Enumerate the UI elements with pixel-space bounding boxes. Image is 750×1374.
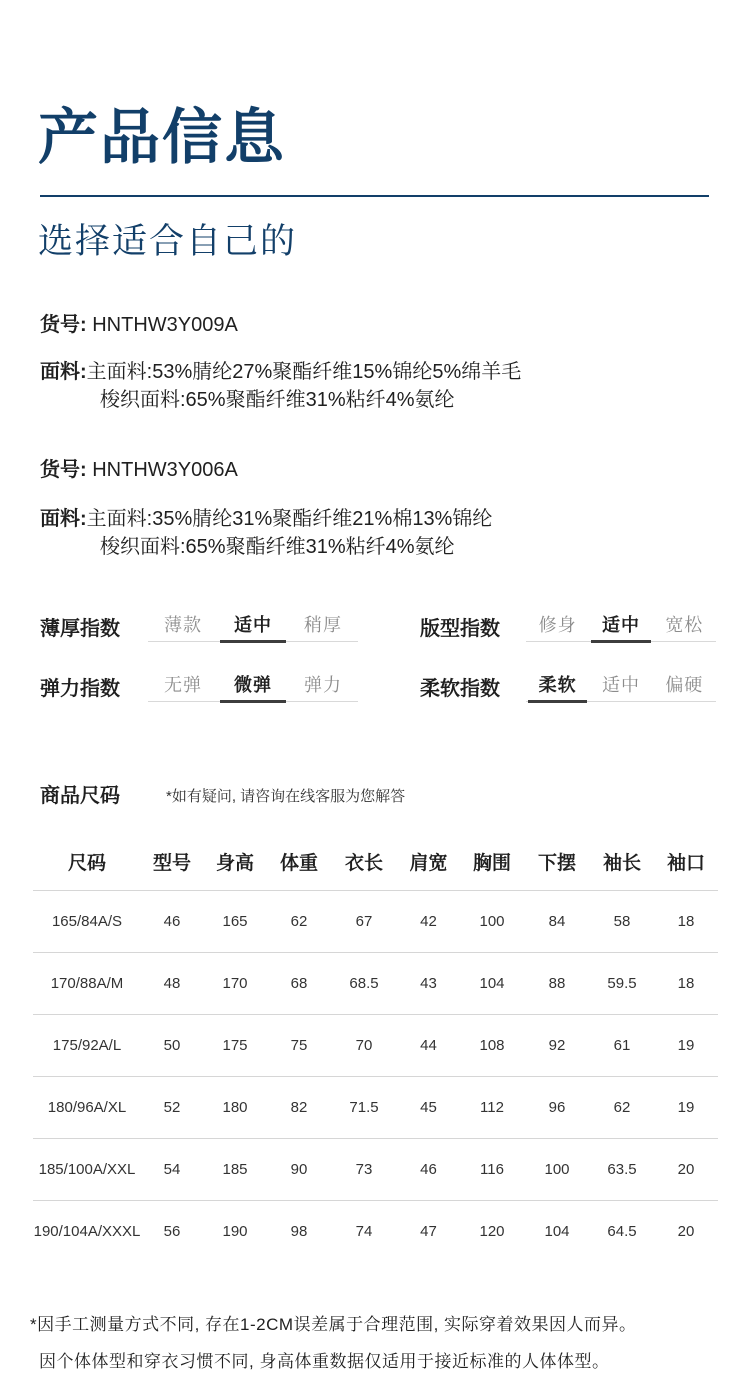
table-cell: 170 xyxy=(203,953,267,1015)
index-option-selected[interactable]: 适中 xyxy=(589,611,652,641)
size-table xyxy=(33,832,718,1262)
title-divider xyxy=(40,195,709,197)
table-cell: 180 xyxy=(203,1077,267,1139)
table-cell: 62 xyxy=(590,1077,654,1139)
index-option[interactable]: 无弹 xyxy=(164,675,202,695)
index-option[interactable]: 适中 xyxy=(601,675,640,695)
index-option-selected[interactable]: 微弹 xyxy=(218,671,288,701)
index-option[interactable]: 修身 xyxy=(538,615,577,635)
table-cell: 47 xyxy=(420,1223,437,1240)
table-cell: 50 xyxy=(141,1015,203,1077)
table-cell: 19 xyxy=(654,1077,718,1139)
index-option-selected[interactable]: 适中 xyxy=(218,611,288,641)
table-cell: 71.5 xyxy=(331,1077,397,1139)
table-cell: 43 xyxy=(397,953,460,1015)
table-cell: 73 xyxy=(331,1139,397,1201)
footnote: *因手工测量方式不同, 存在1-2CM误差属于合理范围, 实际穿着效果因人而异。 xyxy=(30,1315,637,1334)
table-cell: 175 xyxy=(203,1015,267,1077)
table-cell: 190/104A/XXXL xyxy=(33,1223,141,1240)
table-cell: 88 xyxy=(524,953,590,1015)
table-row xyxy=(33,1201,718,1263)
table-cell: 170/88A/M xyxy=(33,953,141,1015)
table-cell: 20 xyxy=(654,1139,718,1201)
page-title: 产品信息 xyxy=(38,104,286,171)
fabric-main: 主面料:35%腈纶31%聚酯纤维21%棉13%锦纶 xyxy=(86,508,493,530)
softness-index-options xyxy=(526,671,716,702)
table-cell: 68 xyxy=(267,953,331,1015)
index-option-selected[interactable]: 柔软 xyxy=(526,671,589,701)
footnote: 因个体体型和穿衣习惯不同, 身高体重数据仅适用于接近标准的人体体型。 xyxy=(39,1352,610,1371)
index-option[interactable]: 弹力 xyxy=(304,675,342,695)
col-header-chest: 胸围 xyxy=(460,832,524,891)
product-fabric xyxy=(40,358,521,414)
col-header-cuff: 袖口 xyxy=(654,832,718,891)
table-cell: 58 xyxy=(590,891,654,953)
elasticity-index-label: 弹力指数 xyxy=(40,678,120,700)
fit-index-label: 版型指数 xyxy=(420,618,500,640)
table-cell: 44 xyxy=(397,1015,460,1077)
table-cell: 48 xyxy=(141,953,203,1015)
product-sku-row xyxy=(40,456,238,484)
col-header-weight: 体重 xyxy=(267,832,331,891)
table-cell: 63.5 xyxy=(590,1139,654,1201)
table-cell: 104 xyxy=(544,1223,570,1240)
col-header-sleeve: 袖长 xyxy=(590,832,654,891)
table-cell: 75 xyxy=(267,1015,331,1077)
table-cell: 190 xyxy=(222,1223,248,1240)
table-cell: 56 xyxy=(163,1223,181,1240)
table-row xyxy=(33,953,718,1015)
table-cell: 68.5 xyxy=(331,953,397,1015)
col-header-length: 衣长 xyxy=(331,832,397,891)
table-cell: 74 xyxy=(355,1223,373,1240)
table-cell: 180/96A/XL xyxy=(33,1077,141,1139)
product-sku-row xyxy=(40,311,238,339)
table-cell: 82 xyxy=(267,1077,331,1139)
table-cell: 18 xyxy=(654,891,718,953)
col-header-size: 尺码 xyxy=(33,832,141,891)
product-fabric xyxy=(40,505,492,561)
table-cell: 108 xyxy=(460,1015,524,1077)
thickness-index-label: 薄厚指数 xyxy=(40,618,120,640)
table-cell: 45 xyxy=(397,1077,460,1139)
table-cell: 52 xyxy=(141,1077,203,1139)
elasticity-index-options xyxy=(148,671,358,702)
table-row xyxy=(33,1077,718,1139)
table-cell: 112 xyxy=(460,1077,524,1139)
size-section-note: *如有疑问, 请咨询在线客服为您解答 xyxy=(166,788,406,805)
table-cell: 62 xyxy=(267,891,331,953)
col-header-hem: 下摆 xyxy=(524,832,590,891)
thickness-index-options xyxy=(148,611,358,642)
table-row xyxy=(33,1015,718,1077)
index-option[interactable]: 稍厚 xyxy=(304,615,342,635)
fabric-woven: 梭织面料:65%聚酯纤维31%粘纤4%氨纶 xyxy=(100,389,455,411)
table-cell: 19 xyxy=(654,1015,718,1077)
sku-value: HNTHW3Y006A xyxy=(92,459,238,481)
table-cell: 59.5 xyxy=(590,953,654,1015)
fabric-label: 面料: xyxy=(40,508,87,530)
table-cell: 42 xyxy=(397,891,460,953)
fabric-main: 主面料:53%腈纶27%聚酯纤维15%锦纶5%绵羊毛 xyxy=(86,361,522,383)
size-table-header xyxy=(33,832,718,891)
table-cell: 92 xyxy=(524,1015,590,1077)
table-cell: 165/84A/S xyxy=(33,891,141,953)
page-subtitle: 选择适合自己的 xyxy=(38,222,298,261)
col-header-shoulder: 肩宽 xyxy=(397,832,460,891)
fabric-label: 面料: xyxy=(40,361,87,383)
table-row xyxy=(33,1139,718,1201)
table-cell: 100 xyxy=(460,891,524,953)
index-option[interactable]: 宽松 xyxy=(665,615,704,635)
table-cell: 104 xyxy=(460,953,524,1015)
table-cell: 18 xyxy=(654,953,718,1015)
table-cell: 100 xyxy=(524,1139,590,1201)
table-cell: 185/100A/XXL xyxy=(33,1139,141,1201)
table-cell: 165 xyxy=(203,891,267,953)
table-cell: 90 xyxy=(267,1139,331,1201)
table-cell: 67 xyxy=(331,891,397,953)
table-cell: 46 xyxy=(397,1139,460,1201)
size-section-title: 商品尺码 xyxy=(40,785,120,807)
table-cell: 185 xyxy=(203,1139,267,1201)
index-option[interactable]: 偏硬 xyxy=(665,675,704,695)
sku-label: 货号: xyxy=(40,314,87,336)
table-cell: 20 xyxy=(677,1223,695,1240)
table-cell: 64.5 xyxy=(607,1223,637,1240)
col-header-model: 型号 xyxy=(141,832,203,891)
table-cell: 96 xyxy=(524,1077,590,1139)
fabric-woven: 梭织面料:65%聚酯纤维31%粘纤4%氨纶 xyxy=(100,536,455,558)
col-header-height: 身高 xyxy=(203,832,267,891)
sku-value: HNTHW3Y009A xyxy=(92,314,238,336)
table-row xyxy=(33,891,718,953)
table-cell: 120 xyxy=(479,1223,505,1240)
table-cell: 116 xyxy=(460,1139,524,1201)
table-cell: 54 xyxy=(141,1139,203,1201)
table-cell: 98 xyxy=(290,1223,308,1240)
fit-index-options xyxy=(526,611,716,642)
table-cell: 70 xyxy=(331,1015,397,1077)
size-table-body xyxy=(33,891,718,1263)
softness-index-label: 柔软指数 xyxy=(420,678,500,700)
table-cell: 84 xyxy=(524,891,590,953)
index-option[interactable]: 薄款 xyxy=(164,615,202,635)
table-cell: 46 xyxy=(141,891,203,953)
table-cell: 61 xyxy=(590,1015,654,1077)
sku-label: 货号: xyxy=(40,459,87,481)
table-cell: 175/92A/L xyxy=(33,1015,141,1077)
